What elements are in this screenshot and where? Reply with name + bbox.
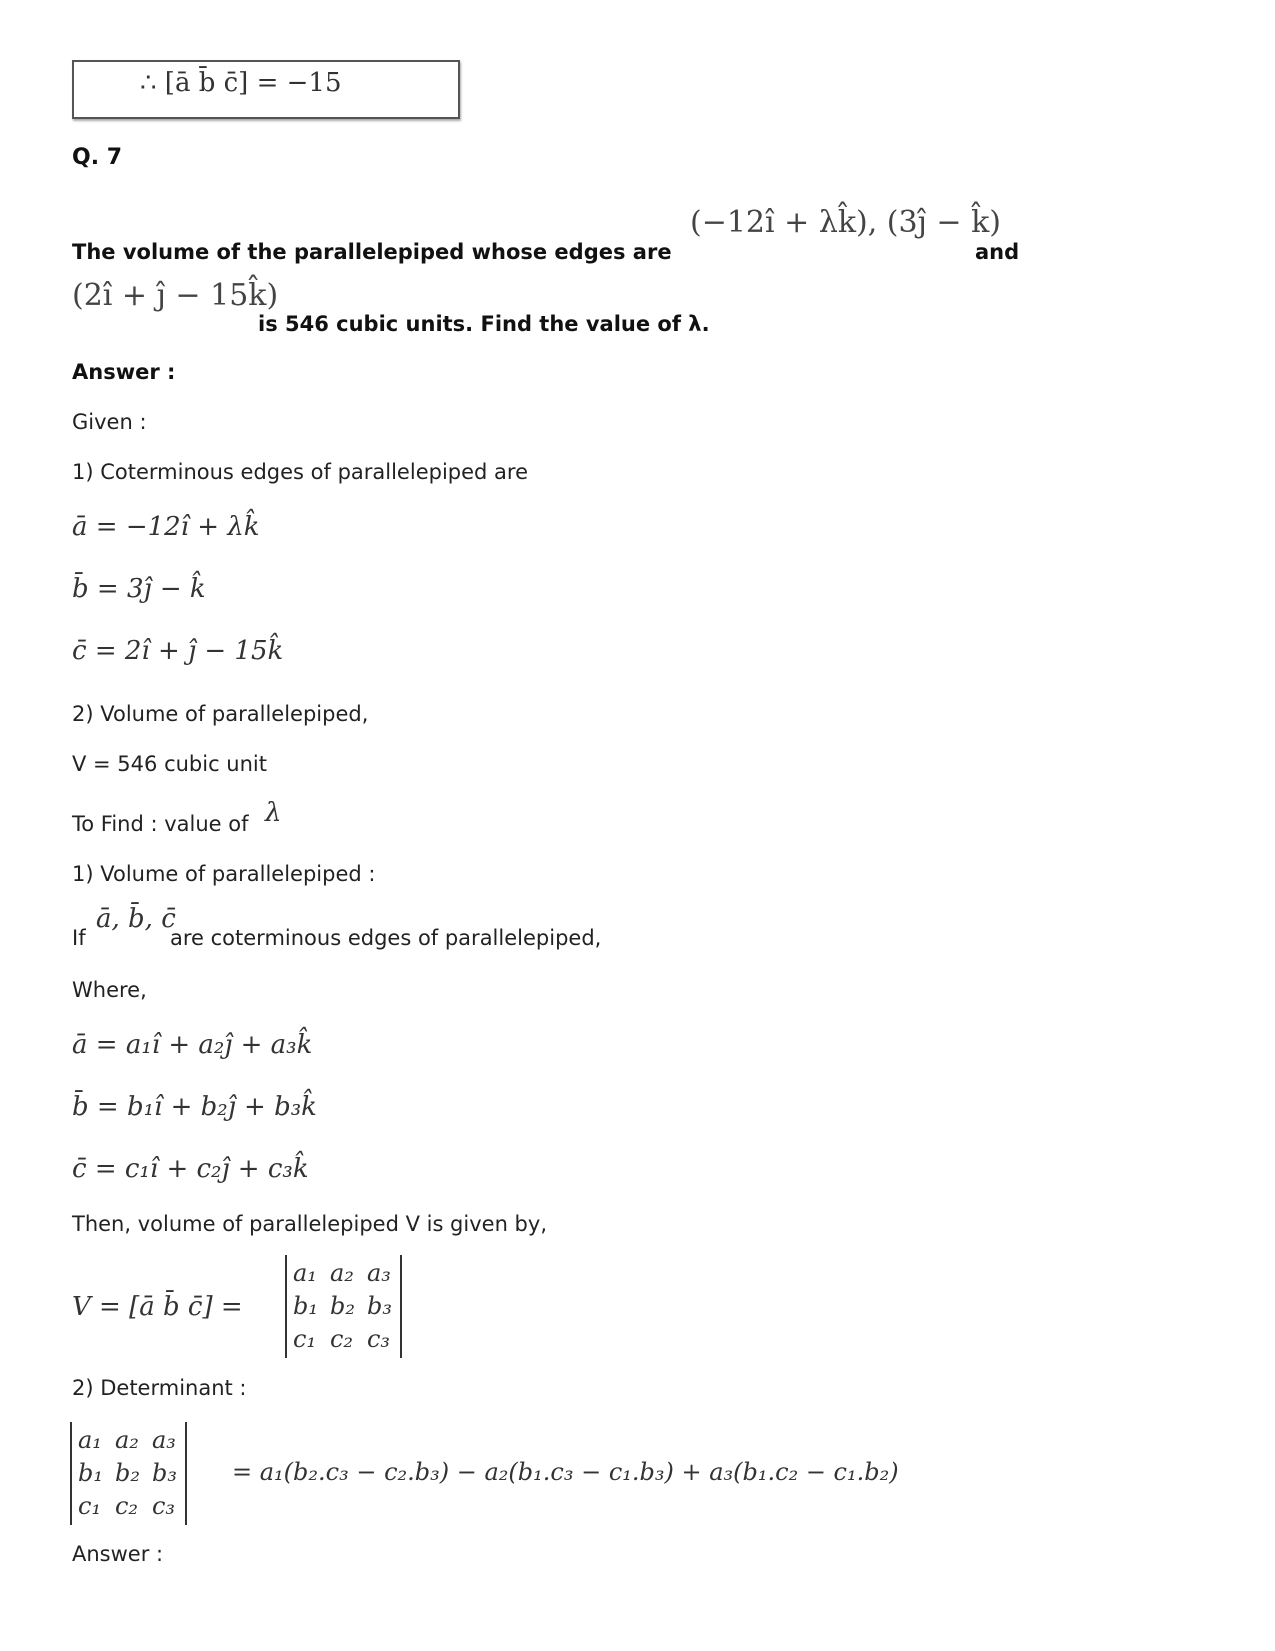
if-text: are coterminous edges of parallelepiped, bbox=[170, 926, 602, 950]
equation-c: c̄ = 2î + ĵ − 15k̂ bbox=[72, 636, 284, 666]
matrix-cell: b₃ bbox=[151, 1459, 177, 1487]
question-and: and bbox=[975, 240, 1020, 264]
equation-a: ā = −12î + λk̂ bbox=[72, 512, 260, 542]
matrix-cell: a₁ bbox=[293, 1259, 317, 1287]
matrix-cell: a₁ bbox=[78, 1426, 102, 1454]
question-edges-formula: (−12î + λk̂), (3ĵ − k̂) bbox=[690, 205, 1001, 240]
matrix-cell: b₁ bbox=[78, 1459, 103, 1487]
general-a: ā = a₁î + a₂ĵ + a₃k̂ bbox=[72, 1030, 313, 1060]
if-label: If bbox=[72, 926, 86, 950]
given-item-1: 1) Coterminous edges of parallelepiped are bbox=[72, 460, 528, 484]
matrix-cell: b₂ bbox=[114, 1459, 140, 1487]
matrix-cell: c₃ bbox=[366, 1325, 391, 1353]
then-text: Then, volume of parallelepiped V is given by, bbox=[72, 1212, 547, 1236]
determinant-matrix bbox=[70, 1422, 187, 1525]
given-volume: V = 546 cubic unit bbox=[72, 752, 267, 776]
formula-2-heading: 2) Determinant : bbox=[72, 1376, 247, 1400]
matrix-cell: c₁ bbox=[78, 1492, 102, 1520]
given-item-2: 2) Volume of parallelepiped, bbox=[72, 702, 369, 726]
matrix-cell: a₃ bbox=[366, 1259, 391, 1287]
general-b: b̄ = b₁î + b₂ĵ + b₃k̂ bbox=[72, 1092, 317, 1122]
to-find-label: To Find : value of bbox=[72, 812, 249, 836]
where-label: Where, bbox=[72, 978, 147, 1002]
lambda-symbol: λ bbox=[265, 798, 282, 828]
matrix-cell: a₂ bbox=[329, 1259, 354, 1287]
matrix-cell: a₃ bbox=[151, 1426, 176, 1454]
equation-b: b̄ = 3ĵ − k̂ bbox=[72, 574, 206, 604]
matrix-cell: a₂ bbox=[114, 1426, 139, 1454]
answer-footer: Answer : bbox=[72, 1542, 164, 1566]
determinant-expansion: = a₁(b₂.c₃ − c₂.b₃) − a₂(b₁.c₃ − c₁.b₃) + a₃(b₁.c₂ − c₁.b₂) bbox=[232, 1458, 899, 1486]
given-label: Given : bbox=[72, 410, 147, 434]
matrix-cell: c₁ bbox=[293, 1325, 317, 1353]
general-c: c̄ = c₁î + c₂ĵ + c₃k̂ bbox=[72, 1154, 309, 1184]
matrix-cell: c₂ bbox=[114, 1492, 139, 1520]
volume-lhs: V = [ā b̄ c̄] = bbox=[72, 1292, 243, 1322]
matrix-cell: c₂ bbox=[329, 1325, 354, 1353]
if-vectors: ā, b̄, c̄ bbox=[96, 904, 176, 934]
question-number: Q. 7 bbox=[72, 145, 123, 170]
question-edge3-formula: (2î + ĵ − 15k̂) bbox=[72, 278, 279, 313]
answer-heading: Answer : bbox=[72, 360, 176, 384]
matrix-cell: b₁ bbox=[293, 1292, 318, 1320]
formula-1-heading: 1) Volume of parallelepiped : bbox=[72, 862, 376, 886]
question-text-part2: is 546 cubic units. Find the value of λ. bbox=[258, 312, 710, 336]
matrix-cell: b₂ bbox=[329, 1292, 355, 1320]
matrix-cell: b₃ bbox=[366, 1292, 392, 1320]
volume-matrix bbox=[285, 1255, 402, 1358]
matrix-cell: c₃ bbox=[151, 1492, 176, 1520]
result-formula: ∴ [ā b̄ c̄] = −15 bbox=[140, 68, 342, 98]
question-text-part1: The volume of the parallelepiped whose edges are bbox=[72, 240, 672, 264]
